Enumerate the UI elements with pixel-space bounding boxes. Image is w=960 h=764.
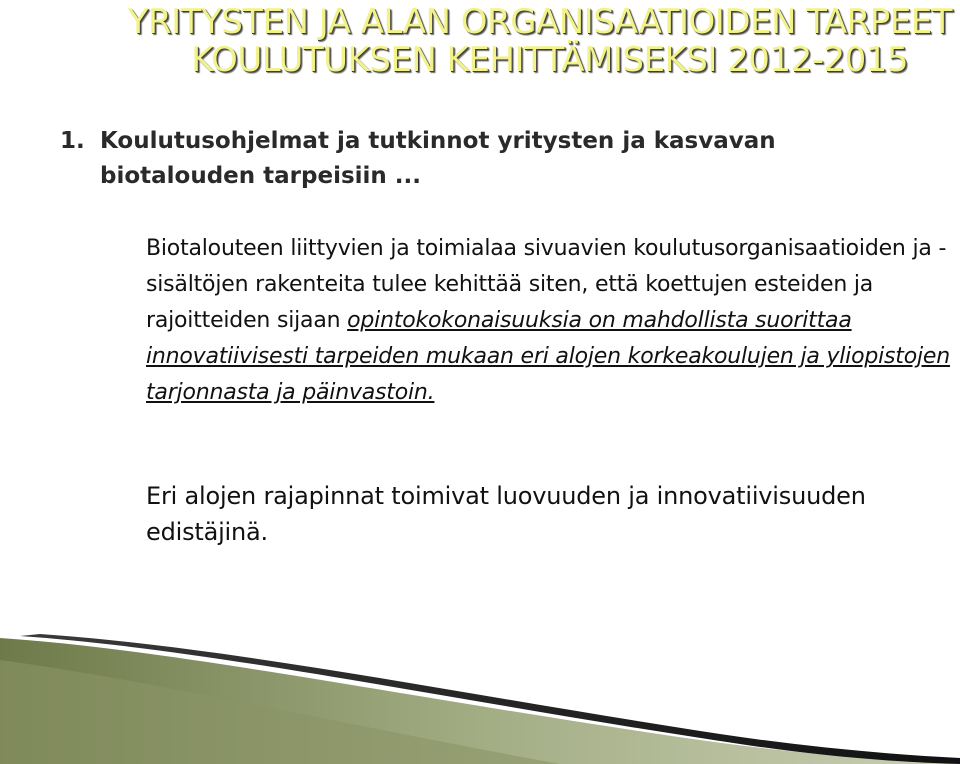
decorative-wave [0, 630, 960, 764]
paragraph-1-emphasis: opintokokonaisuuksia on mahdollista suorittaa innovatiivisesti tarpeiden mukaan eri alojen korkeakoulujen ja yliopistojen tarjonnasta ja päinvastoin. [146, 308, 950, 405]
heading-number: 1. [60, 128, 85, 154]
heading-line-1: Koulutusohjelmat ja tutkinnot yritysten ja kasvavan [100, 128, 776, 154]
section-heading [60, 124, 940, 194]
paragraph-1-text: Biotalouteen liittyvien ja toimialaa sivuavien koulutusorganisaatioiden ja -sisältöjen rakenteita tulee kehittää siten, että koettujen esteiden ja rajoitteiden sijaan [146, 236, 947, 333]
heading-line-2: biotalouden tarpeisiin ... [100, 163, 422, 189]
title-line-2: KOULUTUKSEN KEHITTÄMISEKSI 2012-2015 [191, 40, 908, 80]
body-paragraph-2: Eri alojen rajapinnat toimivat luovuuden ja innovatiivisuuden edistäjinä. [146, 482, 866, 546]
body-paragraph-1 [146, 231, 956, 411]
title-line-1: YRITYSTEN JA ALAN ORGANISAATIOIDEN TARPEET [127, 2, 952, 42]
